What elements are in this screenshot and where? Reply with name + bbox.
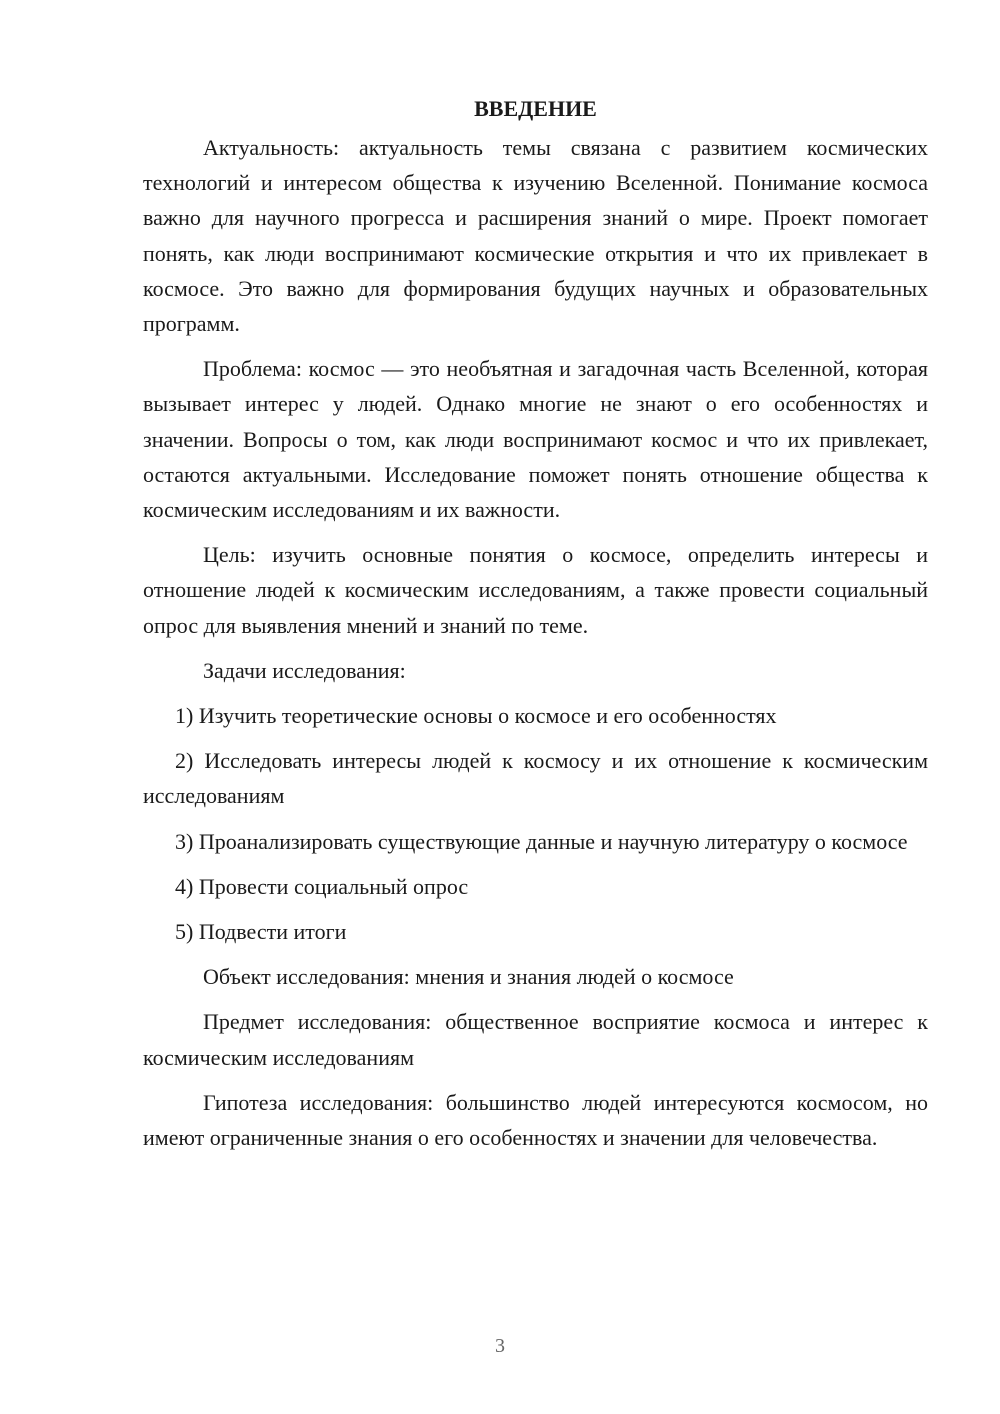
problem-paragraph: Проблема: космос — это необъятная и загадочная часть Вселенной, которая вызывает интерес у людей. Однако многие не знают о его особенностях и значении. Вопросы о том, как люди воспринимают космос и что их привлекает, остаются актуальными. Исследование поможет понять отношение общества к космическим исследованиям и их важности. [143,356,928,523]
goal-paragraph: Цель: изучить основные понятия о космосе, определить интересы и отношение людей к космическим исследованиям, а также провести социальный опрос для выявления мнений и знаний по теме. [143,542,928,638]
document-body [143,90,928,1165]
object-paragraph: Объект исследования: мнения и знания людей о космосе [203,964,734,990]
relevance-paragraph: Актуальность: актуальность темы связана с развитием космических технологий и интересом общества к изучению Вселенной. Понимание космоса важно для научного прогресса и расширения знаний о мире. Проект помогает понять, как люди воспринимают космические открытия и что их привлекает в космосе. Это важно для формирования будущих научных и образовательных программ. [143,135,928,337]
task-item-4: 4) Провести социальный опрос [175,873,469,899]
subject-paragraph: Предмет исследования: общественное восприятие космоса и интерес к космическим исследованиям [143,1009,928,1070]
task-item-2: 2) Исследовать интересы людей к космосу и их отношение к космическим исследованиям [143,748,928,809]
task-item-1: 1) Изучить теоретические основы о космосе и его особенностях [175,703,777,729]
page-title: ВВЕДЕНИЕ [474,96,597,121]
page-number: 3 [495,1335,505,1357]
task-item-5: 5) Подвести итоги [175,919,347,945]
task-item-3: 3) Проанализировать существующие данные и научную литературу о космосе [175,828,908,854]
tasks-title: Задачи исследования: [203,657,406,683]
hypothesis-paragraph: Гипотеза исследования: большинство людей интересуются космосом, но имеют ограниченные знания о его особенностях и значении для человечества. [143,1089,928,1151]
